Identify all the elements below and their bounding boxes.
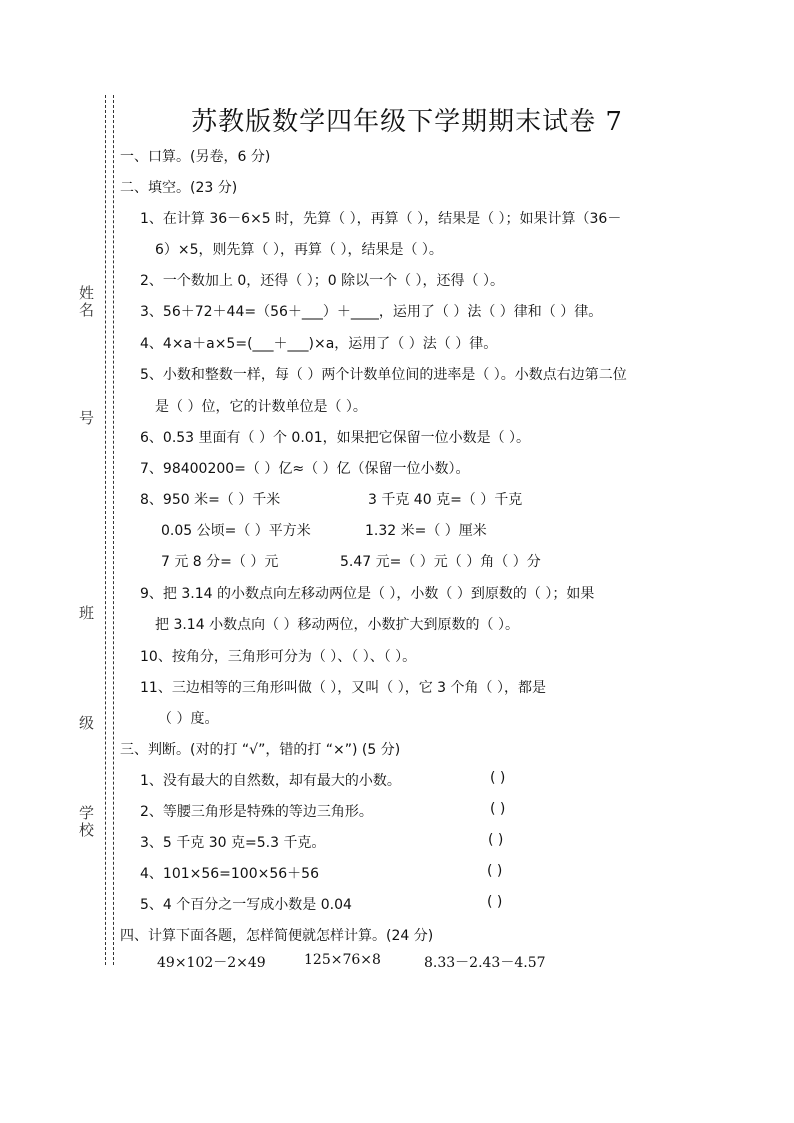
judge-item-4: 4、101×56=100×56＋56 — [140, 866, 319, 882]
question-1-line-1: 1、在计算 36－6×5 时，先算（ ），再算（ ），结果是（ ）；如果计算（36－ — [140, 211, 622, 227]
question-11-line-1: 11、三边相等的三角形叫做（ ），又叫（ ），它 3 个角（ ），都是 — [140, 680, 546, 696]
question-2: 2、一个数加上 0，还得（ ）；0 除以一个（ ），还得（ ）。 — [140, 273, 504, 289]
judge-item-2-answer: ( ) — [490, 801, 506, 817]
section-1-heading: 一、口算。(另卷，6 分) — [120, 149, 271, 165]
question-1-line-2: 6）×5，则先算（ ），再算（ ），结果是（ ）。 — [155, 242, 443, 258]
calc-problem-1: 49×102－2×49 — [157, 955, 266, 971]
question-8b: 3 千克 40 克=（ ）千克 — [368, 492, 523, 508]
judge-item-5: 5、4 个百分之一写成小数是 0.04 — [140, 897, 352, 913]
judge-item-1-answer: ( ) — [490, 770, 506, 786]
judge-item-3-answer: ( ) — [488, 832, 504, 848]
judge-item-4-answer: ( ) — [487, 863, 503, 879]
question-8a: 8、950 米=（ ）千米 — [140, 492, 281, 508]
question-8c: 0.05 公顷=（ ）平方米 — [161, 523, 311, 539]
calc-problem-3: 8.33－2.43－4.57 — [424, 955, 546, 971]
question-9-line-2: 把 3.14 小数点向（ ）移动两位，小数扩大到原数的（ ）。 — [155, 617, 519, 633]
binding-margin — [103, 95, 117, 965]
question-3: 3、56＋72＋44=（56＋___）＋____，运用了（ ）法（ ）律和（ ）律。 — [140, 304, 603, 320]
page-title: 苏教版数学四年级下学期期末试卷 7 — [191, 107, 623, 137]
judge-item-3: 3、5 千克 30 克=5.3 千克。 — [140, 835, 326, 851]
name-label: 姓名 — [77, 285, 95, 319]
section-3-heading: 三、判断。(对的打 “√”，错的打 “×”) (5 分) — [120, 742, 401, 758]
section-4-heading: 四、计算下面各题，怎样简便就怎样计算。(24 分) — [120, 928, 434, 944]
question-8d: 1.32 米=（ ）厘米 — [365, 523, 487, 539]
question-9-line-1: 9、把 3.14 的小数点向左移动两位是（ ），小数（ ）到原数的（ ）；如果 — [140, 586, 595, 602]
number-label: 号 — [77, 410, 95, 427]
question-5-line-1: 5、小数和整数一样，每（ ）两个计数单位间的进率是（ ）。小数点右边第二位 — [140, 367, 627, 383]
judge-item-1: 1、没有最大的自然数，却有最大的小数。 — [140, 773, 401, 789]
question-8f: 5.47 元=（ ）元（ ）角（ ）分 — [340, 554, 541, 570]
question-4: 4、4×a＋a×5=(___＋___)×a，运用了（ ）法（ ）律。 — [140, 336, 498, 352]
section-2-heading: 二、填空。(23 分) — [120, 180, 238, 196]
question-8e: 7 元 8 分=（ ）元 — [161, 554, 279, 570]
question-5-line-2: 是（ ）位，它的计数单位是（ ）。 — [155, 399, 367, 415]
question-7: 7、98400200=（ ）亿≈（ ）亿（保留一位小数）。 — [140, 461, 470, 477]
school-label: 学校 — [77, 805, 95, 839]
judge-item-2: 2、等腰三角形是特殊的等边三角形。 — [140, 804, 373, 820]
class-label: 班 — [77, 605, 95, 622]
question-11-line-2: （ ）度。 — [158, 711, 219, 727]
binding-line — [113, 95, 114, 965]
binding-line — [105, 95, 106, 965]
calc-problem-2: 125×76×8 — [304, 952, 381, 968]
judge-item-5-answer: ( ) — [487, 894, 503, 910]
question-6: 6、0.53 里面有（ ）个 0.01，如果把它保留一位小数是（ ）。 — [140, 430, 531, 446]
grade-label: 级 — [77, 715, 95, 732]
question-10: 10、按角分，三角形可分为（ ）、（ ）、（ ）。 — [140, 649, 417, 665]
